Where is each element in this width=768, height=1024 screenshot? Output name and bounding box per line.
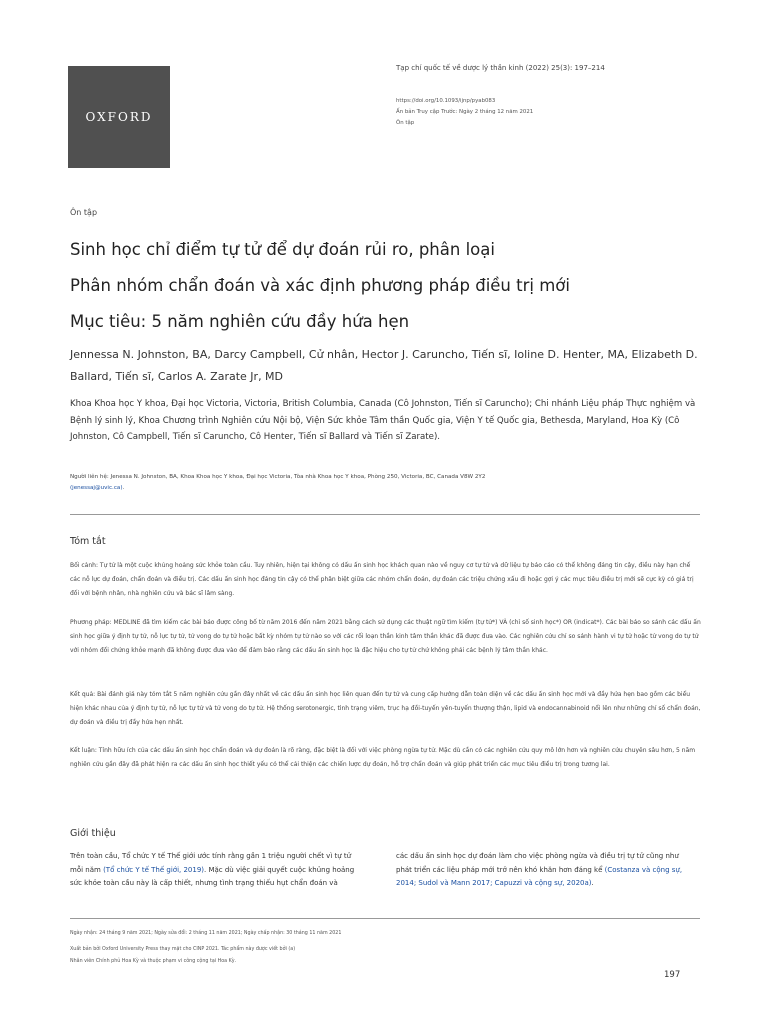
intro-left-text-2: . Mặc dù việc giải quyết cuộc khủng hoảng sức khỏe toàn cầu này là cấp thiết, nhưng tình trạng thiếu hụt chẩn đoán và: [70, 865, 355, 887]
title-line-1: Sinh học chỉ điểm tự tử để dự đoán rủi ro, phân loại: [70, 240, 495, 259]
correspondence: [70, 472, 710, 494]
abstract-background: Bối cảnh: Tự tử là một cuộc khủng hoảng sức khỏe toàn cầu. Tuy nhiên, hiện tại không có dấu ấn sinh học khách quan nào về nguy cơ tự tử và dữ liệu tự báo cáo có thể không đáng tin cậy, điều này hạn chế các nỗ lực dự đoán, chẩn đoán và điều trị. Các dấu ấn sinh học đáng tin cậy có thể phân biệt giữa các nhóm chẩn đoán, dự đoán các triệu chứng xấu đi hoặc gợi ý các mục tiêu điều trị mới sẽ cực kỳ có giá trị đối với bệnh nhân, nhà nghiên cứu và bác sĩ lâm sàng.: [70, 562, 694, 597]
correspondence-end: .: [122, 485, 125, 491]
intro-right-text: các dấu ấn sinh học dự đoán làm cho việc phòng ngừa và điều trị tự tử cũng như phát triển các liệu pháp mới trở nên khó khăn hơn đáng kể: [396, 852, 679, 874]
affiliations: Khoa Khoa học Y khoa, Đại học Victoria, Victoria, British Columbia, Canada (Cô Johnston, Tiến sĩ Caruncho); Chi nhánh Liệu pháp Thực nghiệm và Bệnh lý sinh lý, Khoa Chương trình Nghiên cứu Nội bộ, Viện Sức khỏe Tâm thần Quốc gia, Viện Y tế Quốc gia, Bethesda, Maryland, Hoa Kỳ (Cô Johnston, Cô Campbell, Tiến sĩ Caruncho, Cô Henter, Tiến sĩ Ballard và Tiến sĩ Zarate).: [70, 399, 696, 442]
advance-access-date: Ấn bản Truy cập Trước: Ngày 2 tháng 12 năm 2021: [396, 109, 534, 115]
article-type: Ôn tập: [396, 120, 415, 126]
footer-notes: [70, 928, 700, 968]
title-line-3: Mục tiêu: 5 năm nghiên cứu đầy hứa hẹn: [70, 312, 410, 331]
intro-left-column: [70, 850, 360, 891]
abstract-heading: Tóm tắt: [70, 536, 106, 547]
article-kind: Ôn tập: [70, 208, 98, 217]
intro-heading: Giới thiệu: [70, 828, 116, 839]
page-number: 197: [664, 970, 681, 980]
title-line-2: Phân nhóm chẩn đoán và xác định phương pháp điều trị mới: [70, 276, 570, 295]
article-title: [70, 232, 570, 340]
correspondence-text: Người liên hệ: Jenessa N. Johnston, BA, Khoa Khoa học Y khoa, Đại học Victoria, Tòa nhà Khoa học Y khoa, Phòng 250, Victoria, BC, Canada V8W 2Y2: [70, 474, 486, 480]
public-domain-note: Nhân viên Chính phủ Hoa Kỳ và thuộc phạm vi công cộng tại Hoa Kỳ.: [70, 959, 237, 964]
abstract-results: Kết quả: Bài đánh giá này tóm tắt 5 năm nghiên cứu gần đây nhất về các dấu ấn sinh học liên quan đến tự tử và cung cấp hướng dẫn toàn diện về các dấu ấn sinh học mới và đầy hứa hẹn bao gồm các biểu hiện khác nhau của ý định tự tử, nỗ lực tự tử và tử vong do tự tử. Hệ thống serotonergic, tình trạng viêm, trục hạ đồi-tuyến yên-tuyến thượng thận, lipid và endocannabinoid nổi lên như những chỉ số chẩn đoán, dự đoán và điều trị đầy hứa hẹn nhất.: [70, 691, 701, 726]
email-link[interactable]: (jenessaj@uvic.ca): [70, 485, 123, 491]
publisher-note: Xuất bản bởi Oxford University Press thay mặt cho CINP 2021. Tác phẩm này được viết bởi (a): [70, 947, 296, 952]
received-dates: Ngày nhận: 24 tháng 9 năm 2021; Ngày sửa đổi: 2 tháng 11 năm 2021; Ngày chấp nhận: 30 tháng 11 năm 2021: [70, 931, 342, 936]
abstract-methods: Phương pháp: MEDLINE đã tìm kiếm các bài báo được công bố từ năm 2016 đến năm 2021 bằng cách sử dụng các thuật ngữ tìm kiếm (tự tử*) VÀ (chỉ số sinh học*) OR (indicat*). Các bài báo so sánh các dấu ấn sinh học giữa ý định tự tử, nỗ lực tự tử, tử vong do tự tử hoặc bất kỳ nhóm tự tử nào so với các rối loạn thần kinh tâm thần khác đã được đưa vào. Các nghiên cứu chỉ so sánh hành vi tự tử hoặc tử vong do tự tử với nhóm đối chứng khỏe mạnh đã không được đưa vào để đảm bảo rằng các dấu ấn sinh học là đặc hiệu cho tự tử chứ không phải các bệnh lý tâm thần khác.: [70, 619, 701, 654]
footer-divider: [70, 918, 700, 919]
article-meta: [396, 96, 533, 129]
intro-right-column: [396, 850, 686, 891]
oxford-logo: [68, 66, 170, 168]
citation-who[interactable]: (Tổ chức Y tế Thế giới, 2019): [103, 865, 205, 874]
divider: [70, 514, 700, 515]
intro-right-end: .: [591, 879, 594, 887]
intro-left-text: Trên toàn cầu, Tổ chức Y tế Thế giới ước tính rằng gần 1 triệu người chết vì tự tử mỗi năm: [70, 852, 352, 874]
journal-citation: Tạp chí quốc tế về dược lý thần kinh (2022) 25(3): 197–214: [396, 64, 605, 72]
logo-text: OXFORD: [85, 110, 153, 124]
abstract-conclusions: Kết luận: Tính hữu ích của các dấu ấn sinh học chẩn đoán và dự đoán là rõ ràng, đặc biệt là đối với việc phòng ngừa tự tử. Mặc dù cần có các nghiên cứu quy mô lớn hơn và nghiên cứu chuyên sâu hơn, 5 năm nghiên cứu gần đây đã phát hiện ra các dấu ấn sinh học thiết yếu có thể cải thiện các chiến lược dự đoán, hỗ trợ chẩn đoán và giúp phát triển các mục tiêu điều trị trong tương lai.: [70, 747, 696, 768]
author-list: Jennessa N. Johnston, BA, Darcy Campbell, Cử nhân, Hector J. Caruncho, Tiến sĩ, Ioline D. Henter, MA, Elizabeth D. Ballard, Tiến sĩ, Carlos A. Zarate Jr, MD: [70, 348, 698, 383]
citation-group[interactable]: (Costanza và cộng sự, 2014; Sudol và Mann 2017; Capuzzi và cộng sự, 2020a): [396, 865, 683, 887]
doi-link[interactable]: https://doi.org/10.1093/ijnp/pyab083: [396, 98, 496, 104]
